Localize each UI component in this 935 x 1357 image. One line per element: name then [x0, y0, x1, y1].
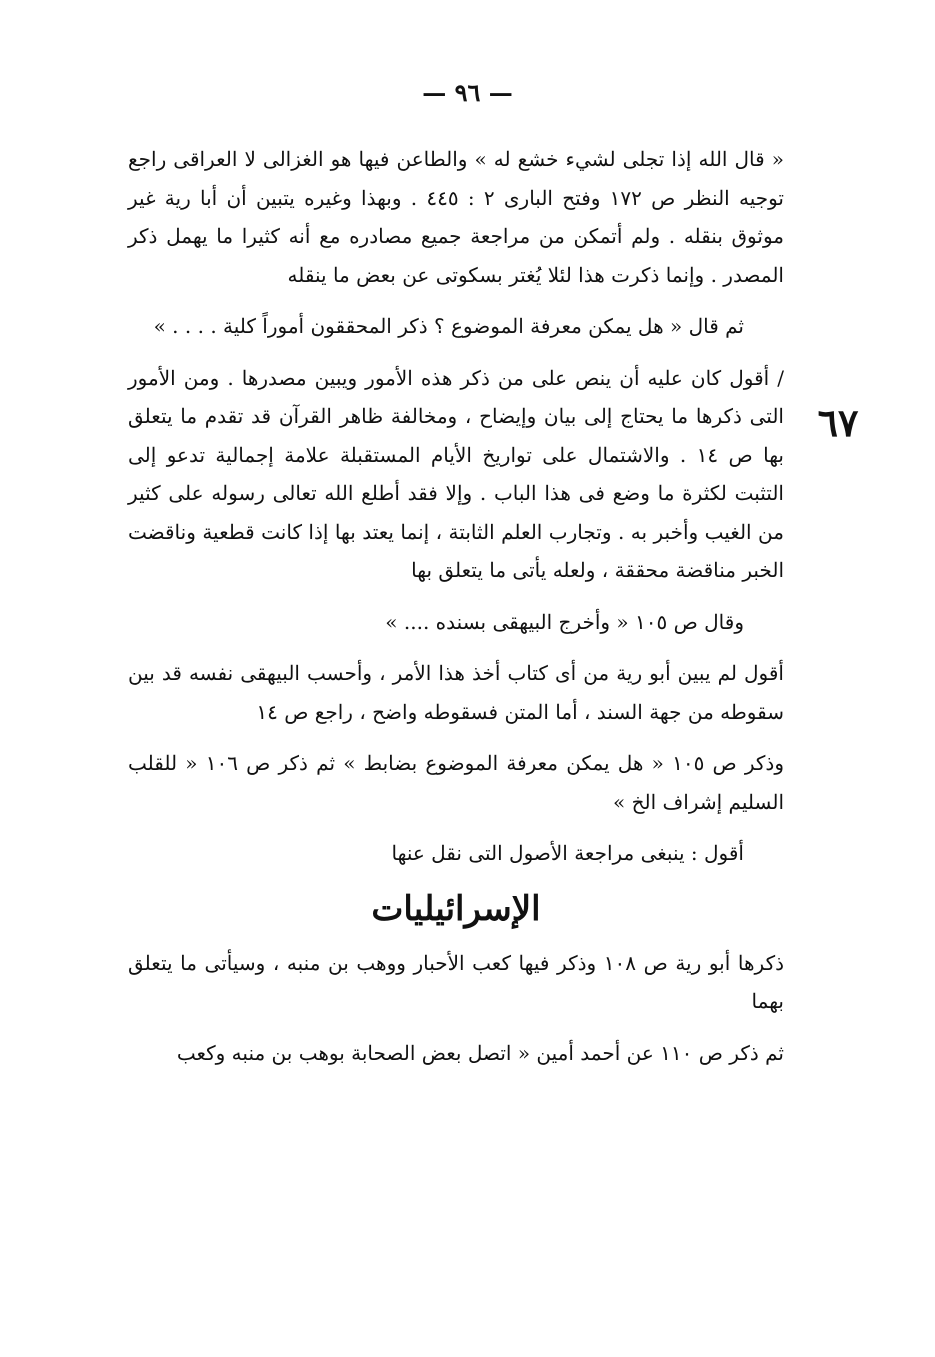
paragraph: أقول لم يبين أبو رية من أى كتاب أخذ هذا الأمر ، وأحسب البيهقى نفسه قد بين سقوطه من جهة السند ، أما المتن فسقوطه واضح ، راجع ص ١٤ [128, 661, 784, 724]
margin-page-reference: ٦٧ [817, 400, 859, 445]
paragraph: وقال ص ١٠٥ « وأخرج البيهقى بسنده .... » [385, 609, 744, 634]
paragraph: وذكر ص ١٠٥ « هل يمكن معرفة الموضوع بضابط » ثم ذكر ص ١٠٦ « للقلب السليم إشراف الخ » [128, 751, 784, 814]
paragraph: ثم قال « هل يمكن معرفة الموضوع ؟ ذكر المحققون أموراً كلية . . . . » [153, 314, 744, 338]
paragraph: « قال الله إذا تجلى لشيء خشع له » والطاعن فيها هو الغزالى لا العراقى راجع توجيه النظر ص ١٧٢ وفتح البارى ٢ : ٤٤٥ . وبهذا وغيره يتبين أن أبا رية غير موثوق بنقله . ولم أتمكن من مراجعة جميع مصادره مع أنه كثيرا ما يهمل ذكر المصدر . وإنما ذكرت هذا لئلا يُغتر بسكوتى عن بعض ما ينقله [128, 147, 784, 287]
page-number: — ٩٦ — [422, 78, 513, 107]
paragraph: / أقول كان عليه أن ينص على من ذكر هذه الأمور ويبين مصدرها . ومن الأمور التى ذكرها ما يحتاج إلى بيان وإيضاح ، ومخالفة ظاهر القرآن قد تقدم ما يتعلق بها ص ١٤ . والاشتمال على تواريخ الأيام المستقبلة علامة إجمالية تدعو إلى التثبت لكثرة ما وضع فى هذا الباب . وإلا فقد أطلع الله تعالى رسوله على كثير من الغيب وأخبر به . وتجارب العلم الثابتة ، إنما يعتد بها إذا كانت قطعية وناقضت الخبر مناقضة محققة ، ولعله يأتى ما يتعلق بها [128, 365, 784, 582]
paragraph: أقول : ينبغى مراجعة الأصول التى نقل عنها [391, 841, 744, 865]
body-text [128, 140, 784, 1085]
section-heading: الإسرائيليات [371, 888, 541, 929]
paragraph: ذكرها أبو رية ص ١٠٨ وذكر فيها كعب الأحبار ووهب بن منبه ، وسيأتى ما يتعلق بهما [128, 950, 784, 1013]
paragraph: ثم ذكر ص ١١٠ عن أحمد أمين « اتصل بعض الصحابة بوهب بن منبه وكعب [176, 1040, 784, 1065]
